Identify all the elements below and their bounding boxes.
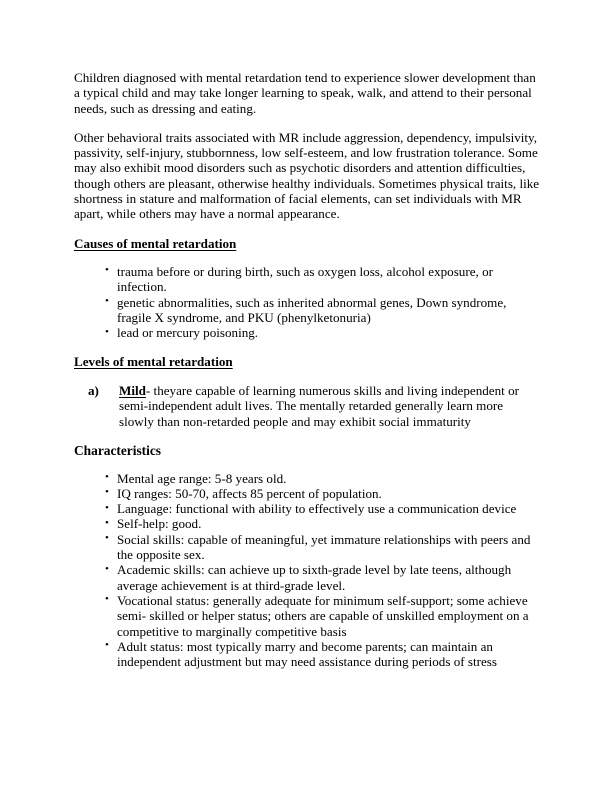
- list-item: • Language: functional with ability to effectively use a communication device: [105, 501, 540, 516]
- list-item: • lead or mercury poisoning.: [105, 325, 540, 340]
- list-item: • trauma before or during birth, such as oxygen loss, alcohol exposure, or infection.: [105, 264, 540, 295]
- list-item: [88, 383, 540, 430]
- list-item-text: - theyare capable of learning numerous skills and living independent or semi-independent adult lives. The mentally retarded generally learn more slowly than non-retarded people and may exhibit social immaturity: [119, 382, 519, 429]
- levels-heading: Levels of mental retardation: [74, 354, 233, 370]
- list-item: • genetic abnormalities, such as inherited abnormal genes, Down syndrome, fragile X syndrome, and PKU (phenylketonuria): [105, 295, 540, 326]
- causes-heading: Causes of mental retardation: [74, 235, 237, 251]
- list-item: • Mental age range: 5-8 years old.: [105, 471, 540, 486]
- characteristics-heading: Characteristics: [74, 443, 162, 459]
- characteristics-list: [74, 471, 540, 670]
- list-item-term: Mild: [119, 382, 146, 398]
- list-item: • Adult status: most typically marry and become parents; can maintain an independent adjustment but may need assistance during periods of stress: [105, 639, 540, 670]
- list-item: • IQ ranges: 50-70, affects 85 percent of population.: [105, 486, 540, 501]
- list-item-marker: a): [88, 382, 99, 398]
- list-item: • Academic skills: can achieve up to sixth-grade level by late teens, although average achievement is at third-grade level.: [105, 562, 540, 593]
- levels-list: [74, 383, 540, 430]
- intro-paragraph-2: Other behavioral traits associated with MR include aggression, dependency, impulsivity, passivity, self-injury, stubbornness, low self-esteem, and low frustration tolerance. Some may also exhibit mood disorders such as psychotic disorders and attention difficulties, though others are pleasant, otherwise healthy individuals. Sometimes physical traits, like shortness in stature and malformation of facial elements, can set individuals with MR apart, while others may have a normal appearance.: [74, 129, 540, 222]
- list-item: • Self-help: good.: [105, 516, 540, 531]
- document-body: [74, 70, 540, 669]
- list-item: • Social skills: capable of meaningful, yet immature relationships with peers and the opposite sex.: [105, 532, 540, 563]
- intro-paragraph-1: Children diagnosed with mental retardation tend to experience slower development than a typical child and may take longer learning to speak, walk, and attend to their personal needs, such as dressing and eating.: [74, 70, 536, 116]
- causes-list: [74, 264, 540, 340]
- list-item: • Vocational status: generally adequate for minimum self-support; some achieve semi- skilled or helper status; others are capable of unskilled employment on a competitive to marginally competitive basis: [105, 593, 540, 639]
